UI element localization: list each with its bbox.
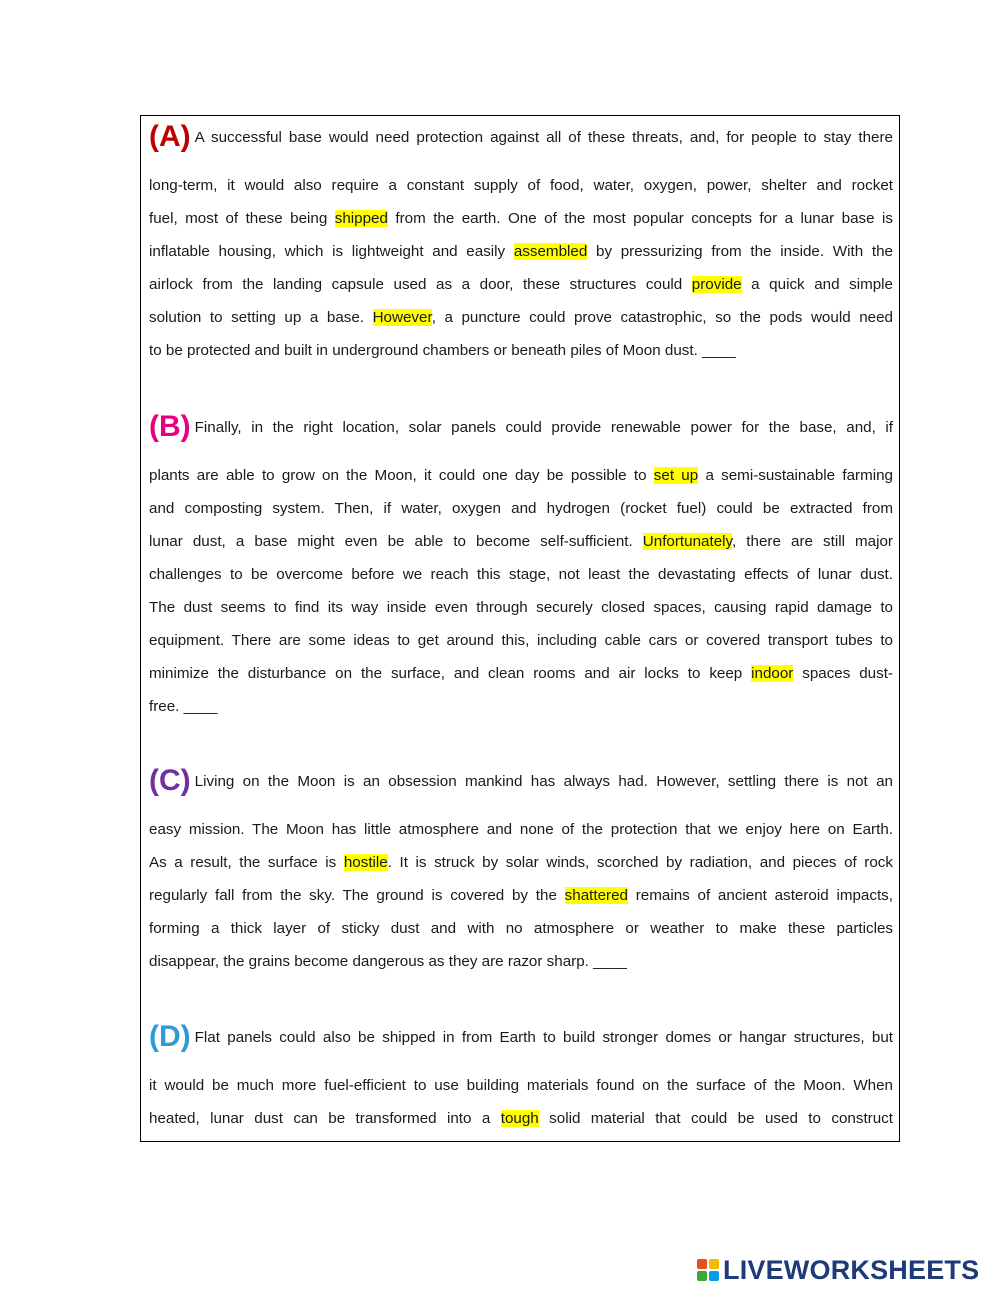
paragraph-a-line-2: long-term, it would also require a constant supply of food, water, oxygen, power, shelter and rocket	[149, 177, 893, 194]
paragraph-a-line-7: to be protected and built in underground chambers or beneath piles of Moon dust. ____	[149, 342, 736, 359]
highlight-word: set up	[653, 467, 699, 484]
worksheet-box	[140, 115, 900, 1142]
paragraph-letter-d: (D)	[149, 1020, 191, 1053]
paragraph-letter-a: (A)	[149, 120, 191, 153]
paragraph-b-line-1: (B) Finally, in the right location, solar panels could provide renewable power for the base, and, if	[149, 410, 893, 443]
paragraph-c-line-5: forming a thick layer of sticky dust and with no atmosphere or weather to make these particles	[149, 920, 893, 937]
paragraph-b-line-7: equipment. There are some ideas to get around this, including cable cars or covered transport tubes to	[149, 632, 893, 649]
highlight-word: shattered	[564, 887, 628, 904]
highlight-word: shipped	[334, 210, 388, 227]
highlight-word: provide	[691, 276, 742, 293]
paragraph-b-line-9: free. ____	[149, 698, 218, 715]
paragraph-c-line-3: As a result, the surface is hostile. It is struck by solar winds, scorched by radiation, and pieces of rock	[149, 854, 893, 871]
paragraph-d-line-1: (D) Flat panels could also be shipped in from Earth to build stronger domes or hangar structures, but	[149, 1020, 893, 1053]
highlight-word: hostile	[343, 854, 388, 871]
highlight-word: assembled	[513, 243, 588, 260]
paragraph-a-line-4: inflatable housing, which is lightweight and easily assembled by pressurizing from the inside. With the	[149, 243, 893, 260]
paragraph-c-line-1: (C) Living on the Moon is an obsession mankind has always had. However, settling there is not an	[149, 764, 893, 797]
paragraph-c-line-4: regularly fall from the sky. The ground is covered by the shattered remains of ancient asteroid impacts,	[149, 887, 893, 904]
paragraph-b-line-8: minimize the disturbance on the surface, and clean rooms and air locks to keep indoor spaces dust-	[149, 665, 893, 682]
logo-mark-icon	[697, 1259, 719, 1281]
paragraph-c-line-2: easy mission. The Moon has little atmosphere and none of the protection that we enjoy here on Earth.	[149, 821, 893, 838]
paragraph-b-line-5: challenges to be overcome before we reach this stage, not least the devastating effects of lunar dust.	[149, 566, 893, 583]
paragraph-a-line-5: airlock from the landing capsule used as a door, these structures could provide a quick and simple	[149, 276, 893, 293]
paragraph-b-line-6: The dust seems to find its way inside even through securely closed spaces, causing rapid damage to	[149, 599, 893, 616]
highlight-word: tough	[500, 1110, 539, 1127]
paragraph-letter-b: (B)	[149, 410, 191, 443]
paragraph-a-line-1: (A) A successful base would need protection against all of these threats, and, for people to stay there	[149, 120, 893, 153]
paragraph-a-line-6: solution to setting up a base. However, a puncture could prove catastrophic, so the pods would need	[149, 309, 893, 326]
paragraph-letter-c: (C)	[149, 764, 191, 797]
paragraph-d-line-3: heated, lunar dust can be transformed into a tough solid material that could be used to construct	[149, 1110, 893, 1127]
paragraph-c-line-6: disappear, the grains become dangerous as they are razor sharp. ____	[149, 953, 627, 970]
highlight-word: However	[372, 309, 432, 326]
paragraph-a-line-3: fuel, most of these being shipped from the earth. One of the most popular concepts for a lunar base is	[149, 210, 893, 227]
paragraph-b-line-4: lunar dust, a base might even be able to become self-sufficient. Unfortunately, there are still major	[149, 533, 893, 550]
liveworksheets-logo[interactable]	[697, 1254, 979, 1286]
highlight-word: Unfortunately	[642, 533, 733, 550]
logo-text: LIVEWORKSHEETS	[723, 1254, 980, 1285]
paragraph-b-line-3: and composting system. Then, if water, oxygen and hydrogen (rocket fuel) could be extracted from	[149, 500, 893, 517]
paragraph-d-line-2: it would be much more fuel-efficient to use building materials found on the surface of the Moon. When	[149, 1077, 893, 1094]
highlight-word: indoor	[751, 665, 794, 682]
paragraph-b-line-2: plants are able to grow on the Moon, it could one day be possible to set up a semi-sustainable farming	[149, 467, 893, 484]
